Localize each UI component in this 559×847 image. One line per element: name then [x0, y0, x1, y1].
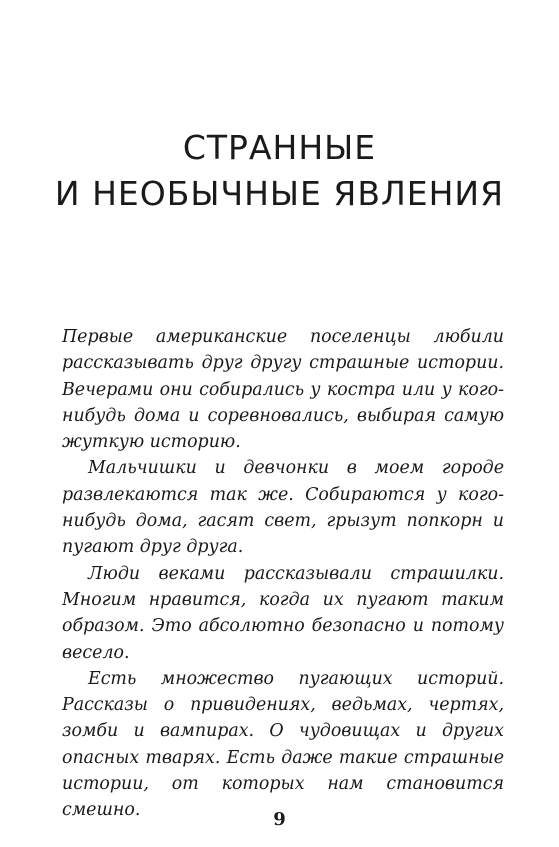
- chapter-body: [62, 324, 504, 824]
- paragraph-1: Первые американские поселенцы любили рассказывать друг другу страшные истории. Вечерами они собирались у костра или у кого-нибудь дома и соревновались, выбирая самую жуткую историю.: [62, 327, 504, 453]
- paragraph-2: Мальчишки и девчонки в моем городе развлекаются так же. Собираются у кого-нибудь дома, гасят свет, грызут попкорн и пугают друг друга.: [62, 458, 504, 558]
- paragraph-4: Есть множество пугающих историй. Рассказы о привидениях, ведьмах, чертях, зомби и вампирах. О чудовищах и других опасных тварях. Есть даже такие страшные истории, от которых нам становится смешно.: [62, 668, 504, 821]
- paragraph-3: Люди веками рассказывали страшилки. Многим нравится, когда их пугают таким образом. Это абсолютно безопасно и потому весело.: [62, 563, 504, 663]
- chapter-title-line-1: СТРАННЫЕ: [182, 128, 377, 167]
- page-number: 9: [273, 809, 286, 830]
- chapter-title-line-2: И НЕОБЫЧНЫЕ ЯВЛЕНИЯ: [54, 174, 505, 213]
